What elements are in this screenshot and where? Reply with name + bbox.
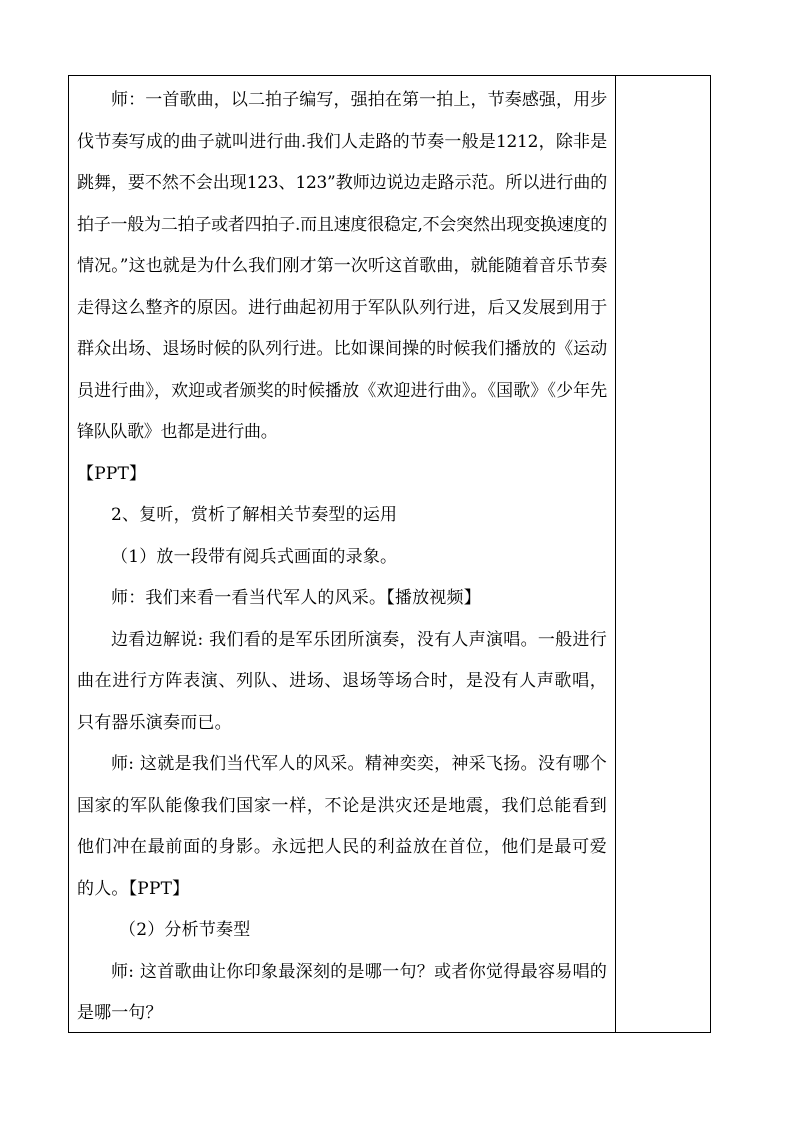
paragraph-teacher-video-intro: 师：我们来看一看当代军人的风采。【播放视频】: [111, 588, 481, 608]
lesson-content-cell: [77, 80, 607, 1035]
paragraph-ppt-marker: 【PPT】: [77, 463, 147, 484]
paragraph-commentary: 边看边解说: 我们看的是军乐团所演奏，没有人声演唱。一般进行曲在进行方阵表演、列队、进场、退场等场合时，是没有人声歌唱，只有器乐演奏而已。: [77, 629, 607, 733]
paragraph-step-1-video: （1）放一段带有阅兵式画面的录象。: [111, 546, 398, 567]
paragraph-rhythm-analysis-heading: （2）分析节奏型: [119, 920, 251, 940]
paragraph-step-2-heading: 2、复听，赏析了解相关节奏型的运用: [111, 505, 398, 525]
paragraph-teacher-soldiers: 师: 这就是我们当代军人的风采。精神奕奕，神采飞扬。没有哪个国家的军队能像我们国家一样，不论是洪灾还是地震，我们总能看到他们冲在最前面的身影。永远把人民的利益放在首位，他们是最可爱的人。【PPT】: [77, 754, 607, 899]
column-divider: [615, 76, 616, 1032]
paragraph-march-explanation: 师：一首歌曲，以二拍子编写，强拍在第一拍上，节奏感强，用步伐节奏写成的曲子就叫进行曲.我们人走路的节奏一般是1212，除非是跳舞，要不然不会出现123、123”教师边说边走路示范。所以进行曲的拍子一般为二拍子或者四拍子.而且速度很稳定,不会突然出现变换速度的情况。”这也就是为什么我们刚才第一次听这首歌曲，就能随着音乐节奏走得这么整齐的原因。进行曲起初用于军队队列行进，后又发展到用于群众出场、退场时候的队列行进。比如课间操的时候我们播放的《运动员进行曲》，欢迎或者颁奖的时候播放《欢迎进行曲》。《国歌》《少年先锋队队歌》也都是进行曲。: [77, 90, 607, 442]
lesson-table: [68, 75, 711, 1033]
paragraph-teacher-question: 师: 这首歌曲让你印象最深刻的是哪一句？或者你觉得最容易唱的是哪一句？: [77, 961, 607, 1023]
